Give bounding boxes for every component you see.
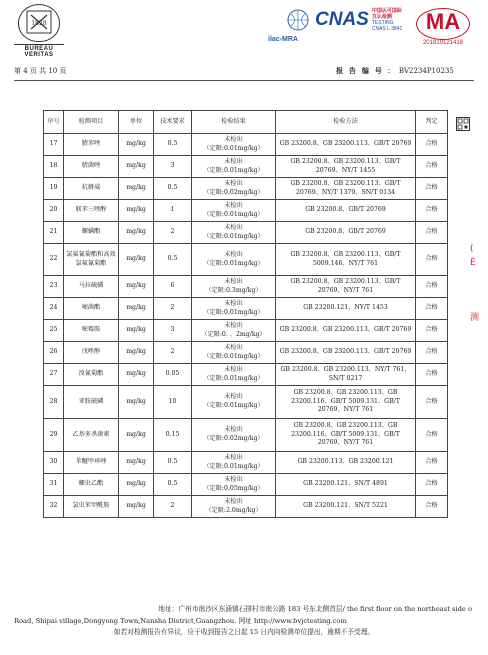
row-no: 23 (44, 276, 64, 298)
row-no: 18 (44, 156, 64, 178)
row-verdict: 合格 (416, 200, 448, 222)
row-result-limit: （定限:0.05mg/kg） (203, 484, 264, 492)
row-result-value: 未检出 (224, 223, 243, 231)
row-requirement: 0.5 (154, 178, 192, 200)
row-result-value: 未检出 (224, 321, 243, 329)
row-requirement: 0.5 (154, 474, 192, 496)
cnas-wordmark: CNAS (315, 9, 369, 30)
cnas-line3: TESTING (371, 20, 394, 26)
row-no: 31 (44, 474, 64, 496)
bv-seal-icon (18, 4, 60, 42)
row-no: 30 (44, 452, 64, 474)
row-result (192, 364, 276, 386)
table-row (44, 244, 448, 276)
row-item: 苯醚甲环唑 (64, 452, 119, 474)
row-result-limit: （定限:0.01mg/kg） (203, 462, 264, 470)
row-unit: mg/kg (119, 452, 154, 474)
row-result-value: 未检出 (224, 475, 243, 483)
row-unit: mg/kg (119, 419, 154, 452)
row-verdict: 合格 (416, 320, 448, 342)
table-row (44, 276, 448, 298)
row-result-limit: （定限:0.02mg/kg） (203, 188, 264, 196)
row-requirement: 2 (154, 222, 192, 244)
table-row (44, 496, 448, 518)
row-method: GB 23200.8、GB 23200.113、GB/T 20769 (276, 342, 416, 364)
row-no: 29 (44, 419, 64, 452)
table-row (44, 386, 448, 419)
row-unit: mg/kg (119, 156, 154, 178)
row-item: 戊唑醇 (64, 342, 119, 364)
row-unit: mg/kg (119, 320, 154, 342)
row-result-value: 未检出 (224, 179, 243, 187)
row-result (192, 178, 276, 200)
row-method: GB 23200.8、GB 23200.113、GB/T 5009.146、NY/T 761 (276, 244, 416, 276)
table-row (44, 419, 448, 452)
cma-logo (413, 8, 473, 50)
row-result (192, 419, 276, 452)
row-requirement: 0.5 (154, 134, 192, 156)
row-verdict: 合格 (416, 419, 448, 452)
row-verdict: 合格 (416, 156, 448, 178)
cnas-line1: 中国认可国际 (371, 8, 402, 14)
row-method: GB 23200.113、GB 23200.121 (276, 452, 416, 474)
row-verdict: 合格 (416, 276, 448, 298)
row-item: 嘧霉胺 (64, 320, 119, 342)
row-method: GB 23200.121、SN/T 4891 (276, 474, 416, 496)
row-result (192, 134, 276, 156)
table-row (44, 134, 448, 156)
header-verdict: 判定 (416, 111, 448, 134)
row-unit: mg/kg (119, 200, 154, 222)
row-requirement: 2 (154, 298, 192, 320)
bv-logo-line2: VERITAS (24, 52, 54, 58)
row-unit: mg/kg (119, 244, 154, 276)
row-result (192, 496, 276, 518)
row-item: 抗蚜威 (64, 178, 119, 200)
header-result: 检验结果 (192, 111, 276, 134)
row-result (192, 298, 276, 320)
row-method: GB 23200.8、GB 23200.113、GB/T 20769、NY/T 761 (276, 276, 416, 298)
row-item: 亚胺硫磷 (64, 386, 119, 419)
footer-address-line2: Road, Shipai village,Dongyong Town,Nansha District,Guangzhou. 网址 http://www.bvjctesting.com (14, 616, 347, 625)
table-row (44, 200, 448, 222)
header-divider (14, 80, 474, 81)
row-requirement: 6 (154, 276, 192, 298)
row-no: 20 (44, 200, 64, 222)
svg-text:1828: 1828 (31, 20, 47, 27)
row-item: 嘧菌酯 (64, 298, 119, 320)
table-row (44, 178, 448, 200)
row-method: GB 23200.8、GB 23200.113、GB/T 20769、NY/T 1379、SN/T 0134 (276, 178, 416, 200)
ilac-globe-icon (268, 8, 310, 32)
row-item: 溴氰菊酯 (64, 364, 119, 386)
row-unit: mg/kg (119, 342, 154, 364)
row-verdict: 合格 (416, 342, 448, 364)
row-result-limit: （定限:2.0mg/kg） (205, 506, 262, 514)
row-result-limit: （定限:0.02mg/kg） (203, 435, 264, 442)
row-result (192, 320, 276, 342)
side-stamp-char-1: ( (470, 244, 474, 254)
header-unit: 单位 (119, 111, 154, 134)
row-no: 32 (44, 496, 64, 518)
row-verdict: 合格 (416, 452, 448, 474)
row-item: 联苯三唑醇 (64, 200, 119, 222)
row-result-limit: （定限:0. 、2mg/kg） (201, 330, 266, 338)
row-method: GB 23200.8、GB 23200.113、GB/T 20769 (276, 320, 416, 342)
table-row (44, 364, 448, 386)
report-number-label: 报 告 编 号 : (336, 68, 393, 75)
qr-code-icon[interactable] (456, 116, 470, 130)
table-row (44, 452, 448, 474)
row-item: 腈菌唑 (64, 156, 119, 178)
row-requirement: 3 (154, 320, 192, 342)
row-no: 25 (44, 320, 64, 342)
row-no: 22 (44, 244, 64, 276)
row-unit: mg/kg (119, 474, 154, 496)
table-row (44, 320, 448, 342)
row-no: 27 (44, 364, 64, 386)
row-verdict: 合格 (416, 134, 448, 156)
row-result-value: 未检出 (224, 250, 243, 258)
row-item: 马拉硫磷 (64, 276, 119, 298)
row-unit: mg/kg (119, 222, 154, 244)
table-row (44, 342, 448, 364)
row-result (192, 222, 276, 244)
row-requirement: 1 (154, 200, 192, 222)
row-method: GB 23200.8、GB 23200.113、NY/T 761、SN/T 0217 (276, 364, 416, 386)
row-method: GB 23200.8、GB/T 20769 (276, 222, 416, 244)
row-verdict: 合格 (416, 298, 448, 320)
row-result-value: 未检出 (224, 393, 243, 401)
row-method: GB 23200.121、NY/T 1453 (276, 298, 416, 320)
row-result (192, 342, 276, 364)
cnas-logo (315, 8, 415, 52)
row-result-value: 未检出 (224, 299, 243, 307)
side-stamp-char-3: 测 (470, 313, 480, 323)
row-result (192, 244, 276, 276)
row-unit: mg/kg (119, 178, 154, 200)
row-result (192, 156, 276, 178)
row-item: 氯虫苯甲酰胺 (64, 496, 119, 518)
row-result-value: 未检出 (224, 426, 243, 434)
row-unit: mg/kg (119, 386, 154, 419)
footer-notice: 如若对检测报告有异议，应于收到报告之日起 15 日内向检测单位提出，逾期不予受理。 (113, 628, 375, 636)
table-header-row (44, 111, 448, 134)
row-no: 26 (44, 342, 64, 364)
row-result-value: 未检出 (224, 135, 243, 143)
table-row (44, 298, 448, 320)
table-row (44, 474, 448, 496)
row-requirement: 2 (154, 496, 192, 518)
row-result-limit: （定限:0.01mg/kg） (203, 374, 264, 382)
row-result (192, 474, 276, 496)
row-item: 螺螨酯 (64, 222, 119, 244)
row-result-limit: （定限:0.01mg/kg） (203, 210, 264, 218)
row-unit: mg/kg (119, 364, 154, 386)
row-method: GB 23200.121、SN/T 5221 (276, 496, 416, 518)
row-unit: mg/kg (119, 134, 154, 156)
row-result-value: 未检出 (224, 497, 243, 505)
row-verdict: 合格 (416, 364, 448, 386)
row-result-limit: （定限:0.01mg/kg） (203, 352, 264, 360)
ilac-label: ilac-MRA (268, 36, 298, 43)
cma-wordmark: MA (425, 9, 461, 34)
row-result-value: 未检出 (224, 343, 243, 351)
row-requirement: 0.15 (154, 419, 192, 452)
row-method: GB 23200.8、GB/T 20769 (276, 200, 416, 222)
cnas-line4: CNAS L 3841 (371, 26, 403, 32)
row-requirement: 10 (154, 386, 192, 419)
ilac-mra-logo (268, 8, 310, 44)
row-verdict: 合格 (416, 386, 448, 419)
row-unit: mg/kg (119, 496, 154, 518)
table-row (44, 222, 448, 244)
footer-address-line1: 地址：广州市南沙区东涌镇石排村市南公路 183 号东北侧首层/ the first floor on the northeast side o (158, 605, 472, 613)
row-result (192, 200, 276, 222)
row-result-limit: （定限:0.01mg/kg） (203, 166, 264, 174)
row-result-limit: （定限:0.01mg/kg） (203, 308, 264, 316)
row-result-limit: （定限:0.01mg/kg） (203, 402, 264, 409)
row-method: GB 23200.8、GB 23200.113、GB 23200.116、GB/T 5009.131、GB/T 20769、NY/T 761 (276, 386, 416, 419)
row-no: 24 (44, 298, 64, 320)
row-result-limit: （定限:0.01mg/kg） (203, 144, 264, 152)
row-item: 螺虫乙酯 (64, 474, 119, 496)
report-number-line (336, 66, 454, 76)
row-item: 氯氟氰菊酯和高效氯氟氰菊酯 (64, 244, 119, 276)
row-unit: mg/kg (119, 276, 154, 298)
test-results-table (43, 110, 448, 518)
row-result-value: 未检出 (224, 201, 243, 209)
page-info: 第 4 页 共 10 页 (14, 67, 67, 75)
row-requirement: 0.05 (154, 364, 192, 386)
cma-number: 201819121418 (422, 40, 464, 46)
row-method: GB 23200.8、GB 23200.113、GB/T 20769、NY/T 1455 (276, 156, 416, 178)
row-requirement: 0.5 (154, 452, 192, 474)
row-method: GB 23200.8、GB 23200.113、GB/T 20769 (276, 134, 416, 156)
row-result-limit: （定限:0.3mg/kg） (205, 286, 262, 294)
row-verdict: 合格 (416, 178, 448, 200)
bureau-veritas-logo (14, 4, 64, 60)
row-item: 乙基多杀菌素 (64, 419, 119, 452)
row-item: 腈苯唑 (64, 134, 119, 156)
table-row (44, 156, 448, 178)
footer (14, 604, 474, 639)
row-result-limit: （定限:0.01mg/kg） (203, 259, 264, 267)
row-verdict: 合格 (416, 474, 448, 496)
row-unit: mg/kg (119, 298, 154, 320)
cnas-line2: 互认检测 (371, 14, 392, 20)
row-method: GB 23200.8、GB 23200.113、GB 23200.116、GB/T 5009.131、GB/T 20769、NY/T 761 (276, 419, 416, 452)
row-no: 17 (44, 134, 64, 156)
row-result-value: 未检出 (224, 453, 243, 461)
row-result (192, 386, 276, 419)
row-verdict: 合格 (416, 222, 448, 244)
row-result (192, 276, 276, 298)
row-result (192, 452, 276, 474)
row-no: 19 (44, 178, 64, 200)
row-no: 28 (44, 386, 64, 419)
bv-logo-line1: BUREAU (14, 44, 64, 52)
header-no: 序号 (44, 111, 64, 134)
side-stamp-char-2: Ѐ (470, 258, 476, 268)
row-verdict: 合格 (416, 496, 448, 518)
report-number: BV2234P10235 (398, 67, 454, 75)
row-result-limit: （定限:0.01mg/kg） (203, 232, 264, 240)
row-requirement: 2 (154, 342, 192, 364)
header-method: 检验方法 (276, 111, 416, 134)
row-requirement: 3 (154, 156, 192, 178)
header-requirement: 技术要求 (154, 111, 192, 134)
row-result-value: 未检出 (224, 277, 243, 285)
row-no: 21 (44, 222, 64, 244)
header-item: 检测项目 (64, 111, 119, 134)
row-requirement: 0.5 (154, 244, 192, 276)
cma-oval-icon (416, 8, 470, 40)
row-result-value: 未检出 (224, 365, 243, 373)
row-verdict: 合格 (416, 244, 448, 276)
row-result-value: 未检出 (224, 157, 243, 165)
